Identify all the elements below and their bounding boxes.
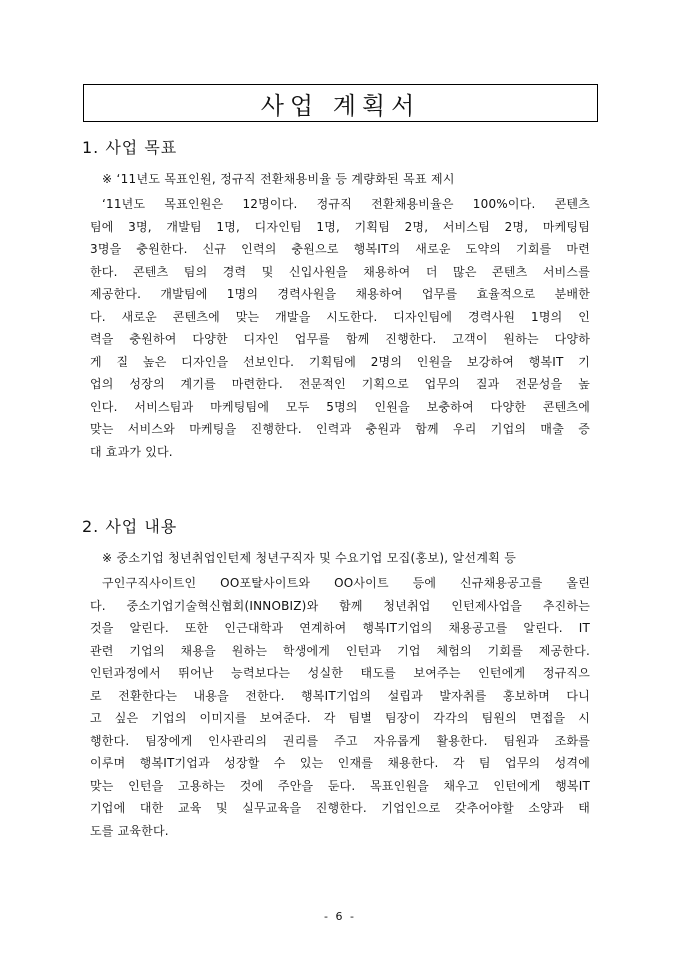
body-line: 한다. 콘텐츠 팀의 경력 및 신입사원을 채용하여 더 많은 콘텐츠 서비스를: [90, 264, 590, 279]
body-line: 팀에 3명, 개발팀 1명, 디자인팀 1명, 기획팀 2명, 서비스팀 2명, 마케팅팀: [90, 219, 590, 234]
body-line: 업의 성장의 계기를 마련한다. 전문적인 기획으로 업무의 질과 전문성을 높: [90, 377, 590, 391]
section-2-body: [90, 572, 590, 842]
body-line: 대 효과가 있다.: [90, 444, 173, 459]
body-line: 이루며 행복IT기업과 성장할 수 있는 인재를 채용한다. 각 팀 업무의 성격에: [90, 756, 590, 770]
section-2-heading: 2. 사업 내용: [82, 517, 178, 536]
body-line: 구인구직사이트인 OO포탈사이트와 OO사이트 등에 신규채용공고를 올린: [102, 576, 590, 590]
section-1-note: ※ ‘11년도 목표인원, 정규직 전환채용비율 등 계량화된 목표 제시: [102, 172, 455, 186]
body-line: 것을 알린다. 또한 인근대학과 연계하여 행복IT기업의 채용공고를 알린다. IT: [90, 621, 590, 635]
body-line: ‘11년도 목표인원은 12명이다. 정규직 전환채용비율은 100%이다. 콘텐츠: [102, 197, 590, 211]
body-line: 제공한다. 개발팀에 1명의 경력사원을 채용하여 업무를 효율적으로 분배한: [90, 287, 590, 301]
document-title: 사업 계획서: [260, 91, 421, 120]
document-title-box: [83, 84, 598, 122]
body-line: 다. 새로운 콘텐츠에 맞는 개발을 시도한다. 디자인팀에 경력사원 1명의 인: [90, 309, 590, 324]
section-1-heading: 1. 사업 목표: [82, 138, 178, 157]
body-line: 맞는 인턴을 고용하는 것에 주안을 둔다. 목표인원을 채우고 인턴에게 행복IT: [90, 778, 590, 793]
body-line: 다. 중소기업기술혁신협회(INNOBIZ)와 함께 청년취업 인턴제사업을 추진하는: [90, 598, 590, 613]
body-line: 관련 기업의 채용을 원하는 학생에게 인턴과 기업 체험의 기회를 제공한다.: [90, 643, 590, 658]
body-line: 력을 충원하여 다양한 디자인 업무를 함께 진행한다. 고객이 원하는 다양하: [90, 332, 590, 346]
body-line: 맞는 서비스와 마케팅을 진행한다. 인력과 충원과 함께 우리 기업의 매출 증: [90, 422, 590, 436]
page-number: - 6 -: [324, 910, 356, 923]
body-line: 도를 교육한다.: [90, 823, 169, 838]
body-line: 인다. 서비스팀과 마케팅팀에 모두 5명의 인원을 보충하여 다양한 콘텐츠에: [90, 399, 590, 414]
body-line: 기업에 대한 교육 및 실무교육을 진행한다. 기업인으로 갖추어야할 소양과 태: [90, 801, 590, 815]
body-line: 게 질 높은 디자인을 선보인다. 기획팀에 2명의 인원을 보강하여 행복IT 기: [90, 354, 590, 369]
body-line: 고 싶은 기업의 이미지를 보여준다. 각 팀별 팀장이 각각의 팀원의 면접을 시: [90, 711, 590, 725]
section-1-body: [90, 193, 590, 463]
body-line: 로 전환한다는 내용을 전한다. 행복IT기업의 설립과 발자취를 홍보하며 다니: [90, 688, 590, 703]
section-2-note: ※ 중소기업 청년취업인턴제 청년구직자 및 수요기업 모집(홍보), 알선계획 등: [102, 551, 517, 565]
body-line: 3명을 충원한다. 신규 인력의 충원으로 행복IT의 새로운 도약의 기회를 마련: [90, 242, 590, 256]
body-line: 행한다. 팀장에게 인사관리의 권리를 주고 자유롭게 활용한다. 팀원과 조화를: [90, 733, 590, 748]
body-line: 인턴과정에서 뛰어난 능력보다는 성실한 태도를 보여주는 인턴에게 정규직으: [90, 666, 590, 680]
